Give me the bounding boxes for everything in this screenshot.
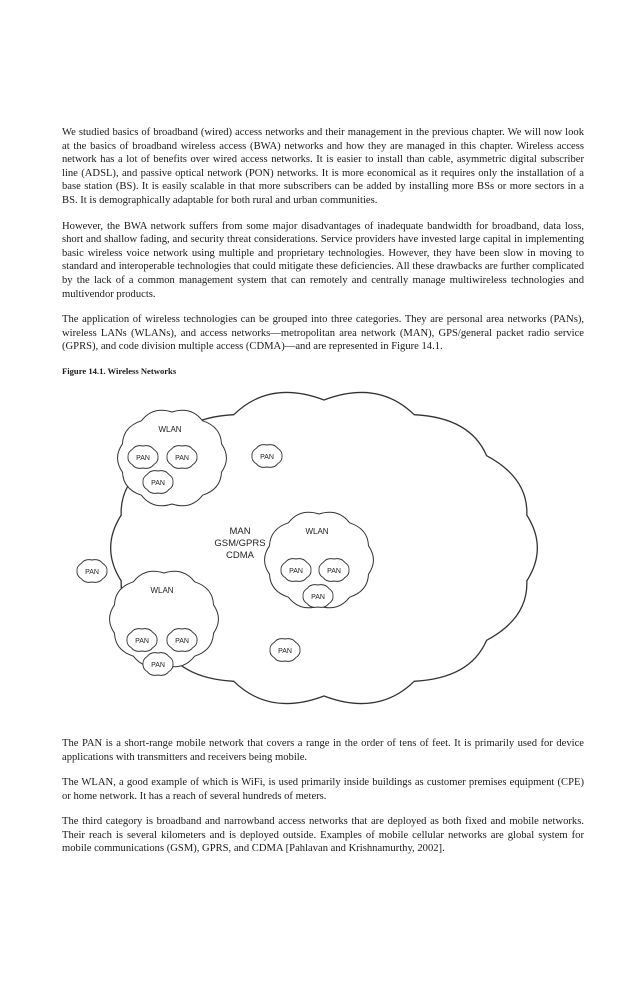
man-label: CDMA bbox=[226, 549, 254, 561]
pan-label: PAN bbox=[175, 637, 189, 645]
pan-label: PAN bbox=[151, 479, 165, 487]
pan-label: PAN bbox=[136, 454, 150, 462]
pan-label: PAN bbox=[278, 647, 292, 655]
pan-label: PAN bbox=[85, 568, 99, 576]
figure-wireless-networks bbox=[62, 384, 584, 719]
paragraph-wlan: The WLAN, a good example of which is WiFi, is used primarily inside buildings as customer premises equipment (CPE) or home network. It has a reach of several hundreds of meters. bbox=[62, 777, 584, 802]
pan-label: PAN bbox=[135, 637, 149, 645]
figure-caption: Figure 14.1. Wireless Networks bbox=[62, 365, 177, 376]
pan-label: PAN bbox=[175, 454, 189, 462]
pan-label: PAN bbox=[289, 567, 303, 575]
paragraph-categories: The application of wireless technologies can be grouped into three categories. They are personal area networks (PANs), wireless LANs (WLANs), and access networks—metropolitan area network (MAN), GPS/general packet radio service (GPRS), and code division multiple access (CDMA)—and are represented in Figure 14.1. bbox=[62, 314, 584, 353]
page-content bbox=[62, 126, 584, 868]
paragraph-pan: The PAN is a short-range mobile network that covers a range in the order of tens of feet. It is primarily used for device applications with transmitters and receivers being mobile. bbox=[62, 737, 584, 763]
man-label: GSM/GPRS bbox=[214, 537, 266, 549]
pan-label: PAN bbox=[151, 661, 165, 669]
paragraph-intro: We studied basics of broadband (wired) access networks and their management in the previous chapter. We will now look at the basics of broadband wireless access (BWA) networks and how they are managed in this chapter. Wireless access network has a lot of benefits over wired access networks. It is easier to install than cable, asymmetric digital subscriber line (ADSL), and passive optical network (PON) networks. It is more economical as it requires only the installation of a base station (BS). It is easily scalable in that more subscribers can be added by installing more BSs or more sectors in a BS. It is demographically adaptable for both rural and urban communities. bbox=[62, 127, 584, 206]
paragraph-disadvantages: However, the BWA network suffers from some major disadvantages of inadequate bandwidth for broadband, data loss, short and shallow fading, and security threat considerations. Service providers have invested large capital in implementing basic wireless voice network using multiple and proprietary technologies. However, they have been slow in moving to standard and interoperable technologies that could mitigate these deficiencies. All these drawbacks are further complicated by the lack of a common management system that can remotely and centrally manage multiwireless technologies and multivendor products. bbox=[62, 220, 584, 300]
network-diagram bbox=[62, 384, 584, 719]
wlan-label: WLAN bbox=[305, 526, 329, 536]
pan-label: PAN bbox=[311, 593, 325, 601]
pan-label: PAN bbox=[327, 567, 341, 575]
wlan-label: WLAN bbox=[150, 585, 174, 595]
paragraph-access-networks: The third category is broadband and narrowband access networks that are deployed as both fixed and mobile networks. Their reach is several kilometers and is deployed outside. Examples of mobile cellular networks are global system for mobile communications (GSM), GPRS, and CDMA [Pahlavan and Krishnamurthy, 2002]. bbox=[62, 816, 584, 855]
man-label: MAN bbox=[229, 525, 251, 537]
wlan-label: WLAN bbox=[158, 424, 182, 434]
pan-label: PAN bbox=[260, 453, 274, 461]
